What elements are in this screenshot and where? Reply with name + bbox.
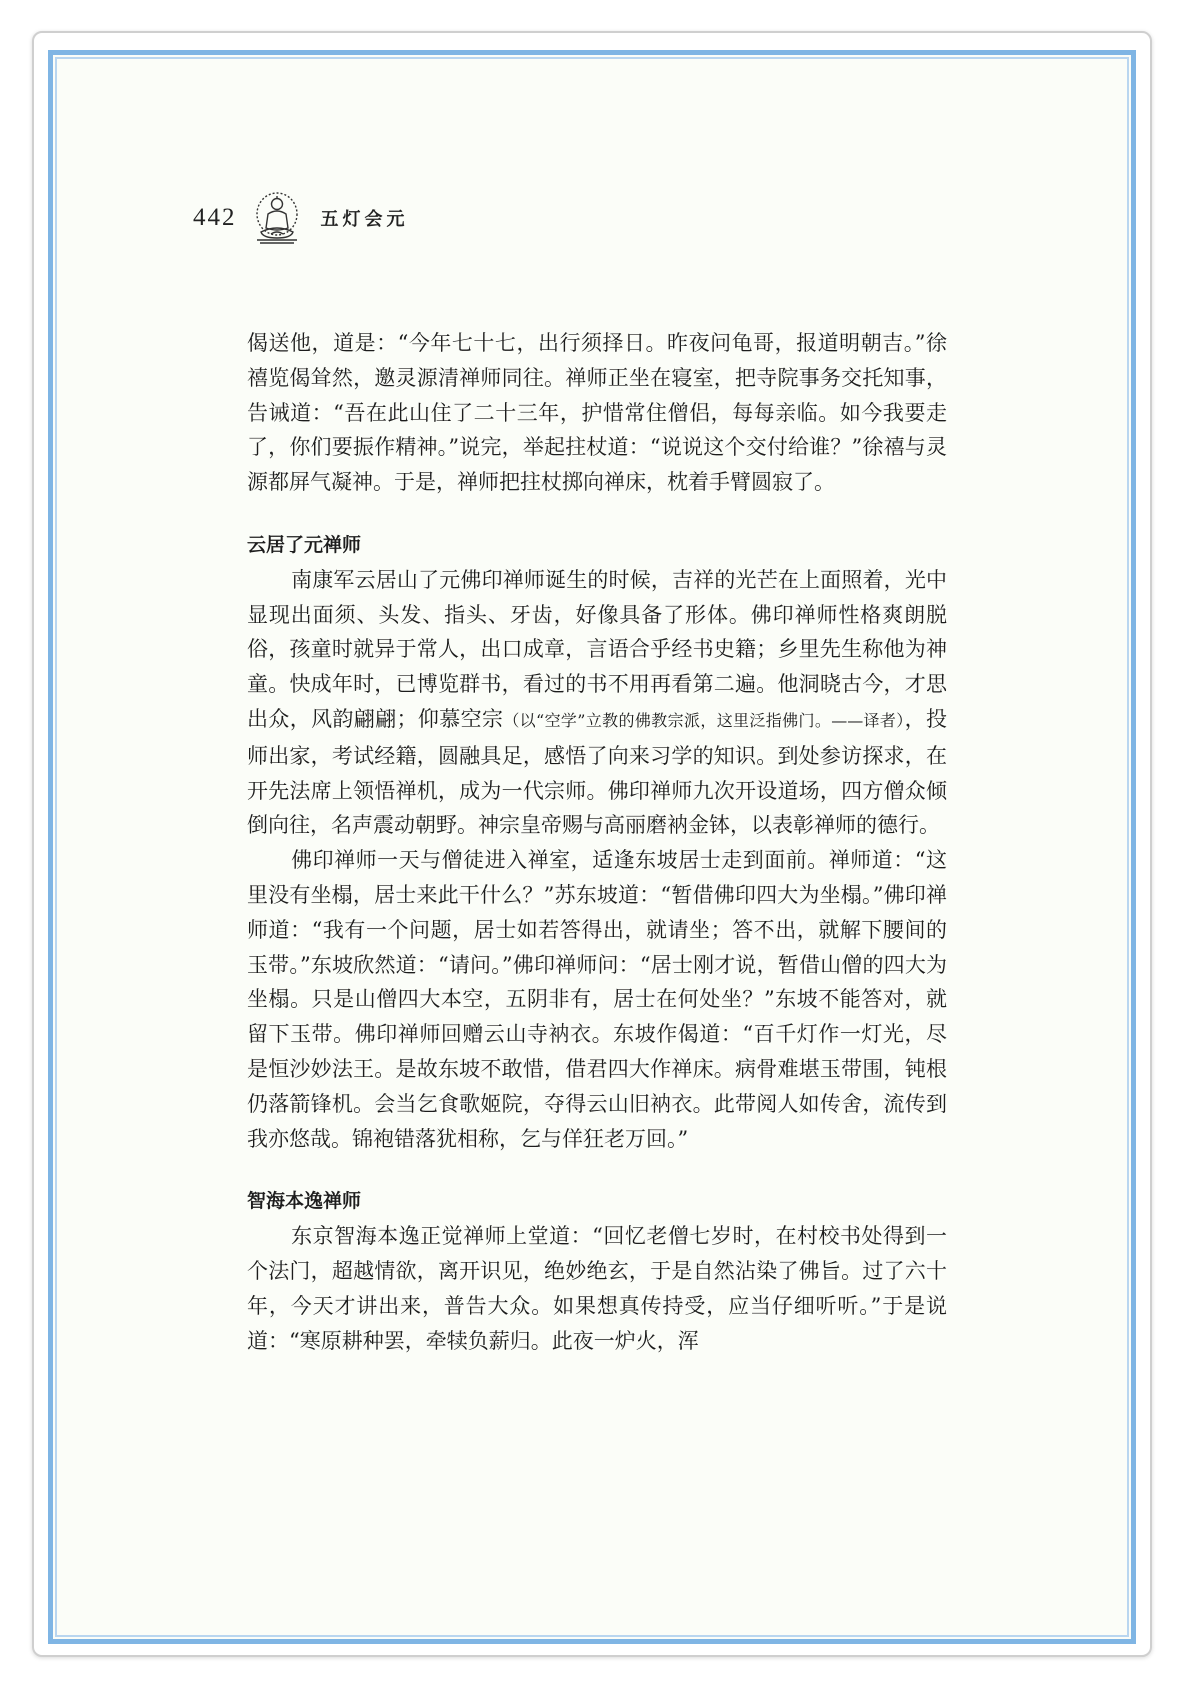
page-body (247, 326, 947, 1358)
yunju-paragraph-1 (247, 563, 947, 843)
page-number: 442 (193, 204, 237, 231)
zhihai-paragraph-1: 东京智海本逸正觉禅师上堂道：“回忆老僧七岁时，在村校书处得到一个法门，超越情欲，离开识见，绝妙绝玄，于是自然沾染了佛旨。过了六十年，今天才讲出来，普告大众。如果想真传持受，应当仔细听听。”于是说道：“寒原耕种罢，牵犊负薪归。此夜一炉火，浑 (247, 1224, 947, 1353)
section-heading-yunju: 云居了元禅师 (247, 533, 362, 556)
yunju-paragraph-2: 佛印禅师一天与僧徒进入禅室，适逢东坡居士走到面前。禅师道：“这里没有坐榻，居士来此干什么？”苏东坡道：“暂借佛印四大为坐榻。”佛印禅师道：“我有一个问题，居士如若答得出，就请坐；答不出，就解下腰间的玉带。”东坡欣然道：“请问。”佛印禅师问：“居士刚才说，暂借山僧的四大为坐榻。只是山僧四大本空，五阴非有，居士在何处坐？”东坡不能答对，就留下玉带。佛印禅师回赠云山寺衲衣。东坡作偈道：“百千灯作一灯光，尽是恒沙妙法王。是故东坡不敢惜，借君四大作禅床。病骨难堪玉带围，钝根仍落箭锋机。会当乞食歌姬院，夺得云山旧衲衣。此带阅人如传舍，流传到我亦悠哉。锦袍错落犹相称，乞与佯狂老万回。” (247, 848, 947, 1151)
buddha-icon (251, 190, 303, 246)
running-header (193, 190, 409, 246)
intro-paragraph: 偈送他，道是：“今年七十七，出行须择日。昨夜问龟哥，报道明朝吉。”徐禧览偈耸然，邀灵源清禅师同往。禅师正坐在寝室，把寺院事务交托知事，告诫道：“吾在此山住了二十三年，护惜常住僧侣，每每亲临。如今我要走了，你们要振作精神。”说完，举起拄杖道：“说说这个交付给谁？”徐禧与灵源都屏气凝神。于是，禅师把拄杖掷向禅床，枕着手臂圆寂了。 (247, 331, 947, 495)
yunju-paragraph-1-text-a: 南康军云居山了元佛印禅师诞生的时候，吉祥的光芒在上面照着，光中显现出面须、头发、指头、牙齿，好像具备了形体。佛印禅师性格爽朗脱俗，孩童时就异于常人，出口成章，言语合乎经书史籍；乡里先生称他为神童。快成年时，已博览群书，看过的书不用再看第二遍。他洞晓古今，才思出众，风韵翩翩；仰慕空宗 (247, 567, 947, 731)
section-heading-zhihai: 智海本逸禅师 (247, 1190, 362, 1213)
yunju-paragraph-1-text-b: ，投师出家，考试经籍，圆融具足，感悟了向来习学的知识。到处参访探求，在开先法席上领悟禅机，成为一代宗师。佛印禅师九次开设道场，四方僧众倾倒向往，名声震动朝野。神宗皇帝赐与高丽磨衲金钵，以表彰禅师的德行。 (247, 706, 947, 838)
translator-note: （以“空学”立教的佛教宗派，这里泛指佛门。——译者） (503, 710, 905, 730)
book-title: 五灯会元 (320, 209, 409, 230)
